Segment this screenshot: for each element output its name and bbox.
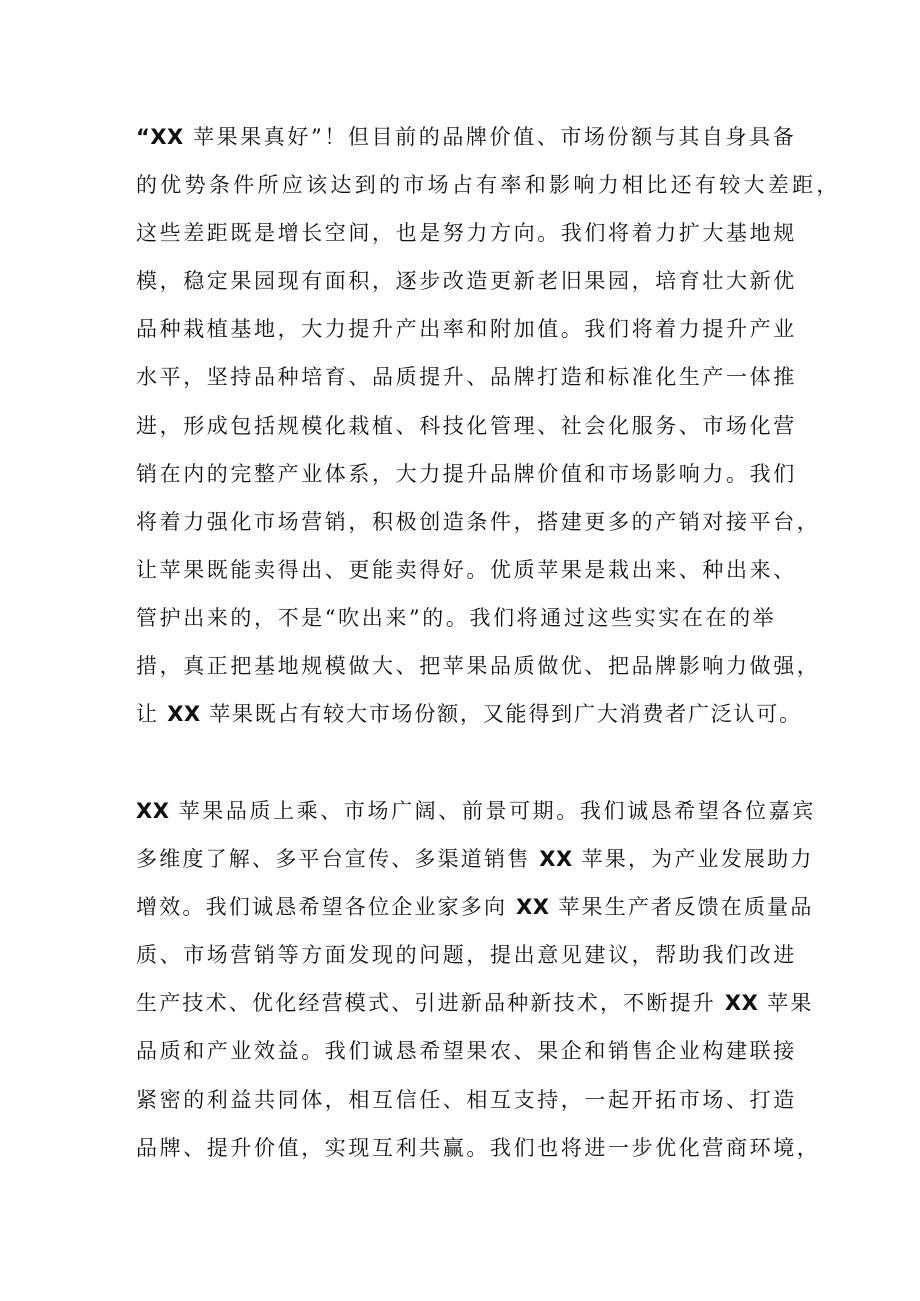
- text-line: [136, 546, 796, 594]
- text-line: [136, 979, 814, 1027]
- text-run: 苹果，为产业发展助力: [572, 847, 814, 872]
- text-line: [136, 257, 796, 305]
- text-run-bold: XX: [167, 702, 201, 727]
- paragraph-1: [136, 113, 841, 738]
- text-line: [136, 209, 796, 257]
- text-line: [136, 1076, 796, 1124]
- text-run: 销在内的完整产业体系，大力提升品牌价值和市场影响力。我们: [136, 461, 797, 486]
- text-line: [136, 787, 816, 835]
- text-run: 让苹果既能卖得出、更能卖得好。优质苹果是栽出来、种出来、: [136, 557, 797, 582]
- text-run: 多维度了解、多平台宣传、多渠道销售: [136, 847, 540, 872]
- text-run: 增效。我们诚恳希望各位企业家多向: [136, 895, 517, 920]
- text-run: 让: [136, 702, 168, 727]
- text-run: 将着力强化市场营销，积极创造条件，搭建更多的产销对接平台，: [136, 509, 821, 534]
- text-run: 品种栽植基地，大力提升产出率和附加值。我们将着力提升产业: [136, 317, 797, 342]
- text-line: [136, 402, 796, 450]
- text-run: 苹果果真好”！但目前的品牌价值、市场份额与其自身具备: [183, 125, 797, 149]
- text-run: 质、市场营销等方面发现的问题，提出意见建议，帮助我们改进: [136, 943, 797, 968]
- text-run: “: [136, 125, 151, 149]
- text-run: 进，形成包括规模化栽植、科技化管理、社会化服务、市场化营: [136, 413, 797, 438]
- text-line: [136, 690, 802, 738]
- text-run: 模，稳定果园现有面积，逐步改造更新老旧果园，培育壮大新优: [136, 269, 797, 294]
- text-run: 水平，坚持品种培育、品质提升、品牌打造和标准化生产一体推: [136, 365, 797, 390]
- text-line: [136, 835, 814, 883]
- text-line: [136, 353, 796, 401]
- text-run: 苹果: [758, 991, 814, 1016]
- text-line: [136, 1027, 796, 1075]
- text-line: [136, 113, 796, 161]
- text-run-bold: XX: [516, 895, 550, 920]
- text-run-bold: XX: [724, 991, 759, 1016]
- text-run: 品质和产业效益。我们诚恳希望果农、果企和销售企业构建联接: [136, 1039, 797, 1064]
- text-line: [136, 161, 841, 209]
- text-line: [136, 642, 821, 690]
- text-line: [136, 498, 821, 546]
- text-line: [136, 305, 796, 353]
- text-run: 品牌、提升价值，实现互利共赢。我们也将进一步优化营商环境，: [136, 1135, 821, 1160]
- text-run-bold: XX: [539, 847, 573, 872]
- text-run: 苹果既占有较大市场份额，又能得到广大消费者广泛认可。: [200, 702, 802, 727]
- text-run: 管护出来的，不是“吹出来”的。我们将通过这些实实在在的举: [136, 605, 777, 630]
- text-line: [136, 450, 796, 498]
- text-run: 措，真正把基地规模做大、把苹果品质做优、把品牌影响力做强，: [136, 654, 821, 679]
- text-line: [136, 1124, 821, 1172]
- text-run: 紧密的利益共同体，相互信任、相互支持，一起开拓市场、打造: [136, 1087, 797, 1112]
- text-run: 生产技术、优化经营模式、引进新品种新技术，不断提升: [136, 991, 725, 1016]
- text-run-bold: XX: [150, 125, 184, 149]
- text-line: [136, 883, 814, 931]
- text-run: 苹果品质上乘、市场广阔、前景可期。我们诚恳希望各位嘉宾: [169, 799, 816, 823]
- text-run: 这些差距既是增长空间，也是努力方向。我们将着力扩大基地规: [136, 221, 797, 246]
- text-run: 的优势条件所应该达到的市场占有率和影响力相比还有较大差距，: [136, 173, 841, 198]
- text-line: [136, 594, 796, 642]
- paragraph-2: [136, 787, 821, 1172]
- text-line: [136, 931, 796, 979]
- text-run: 苹果生产者反馈在质量品: [549, 895, 814, 920]
- text-run-bold: XX: [136, 799, 170, 823]
